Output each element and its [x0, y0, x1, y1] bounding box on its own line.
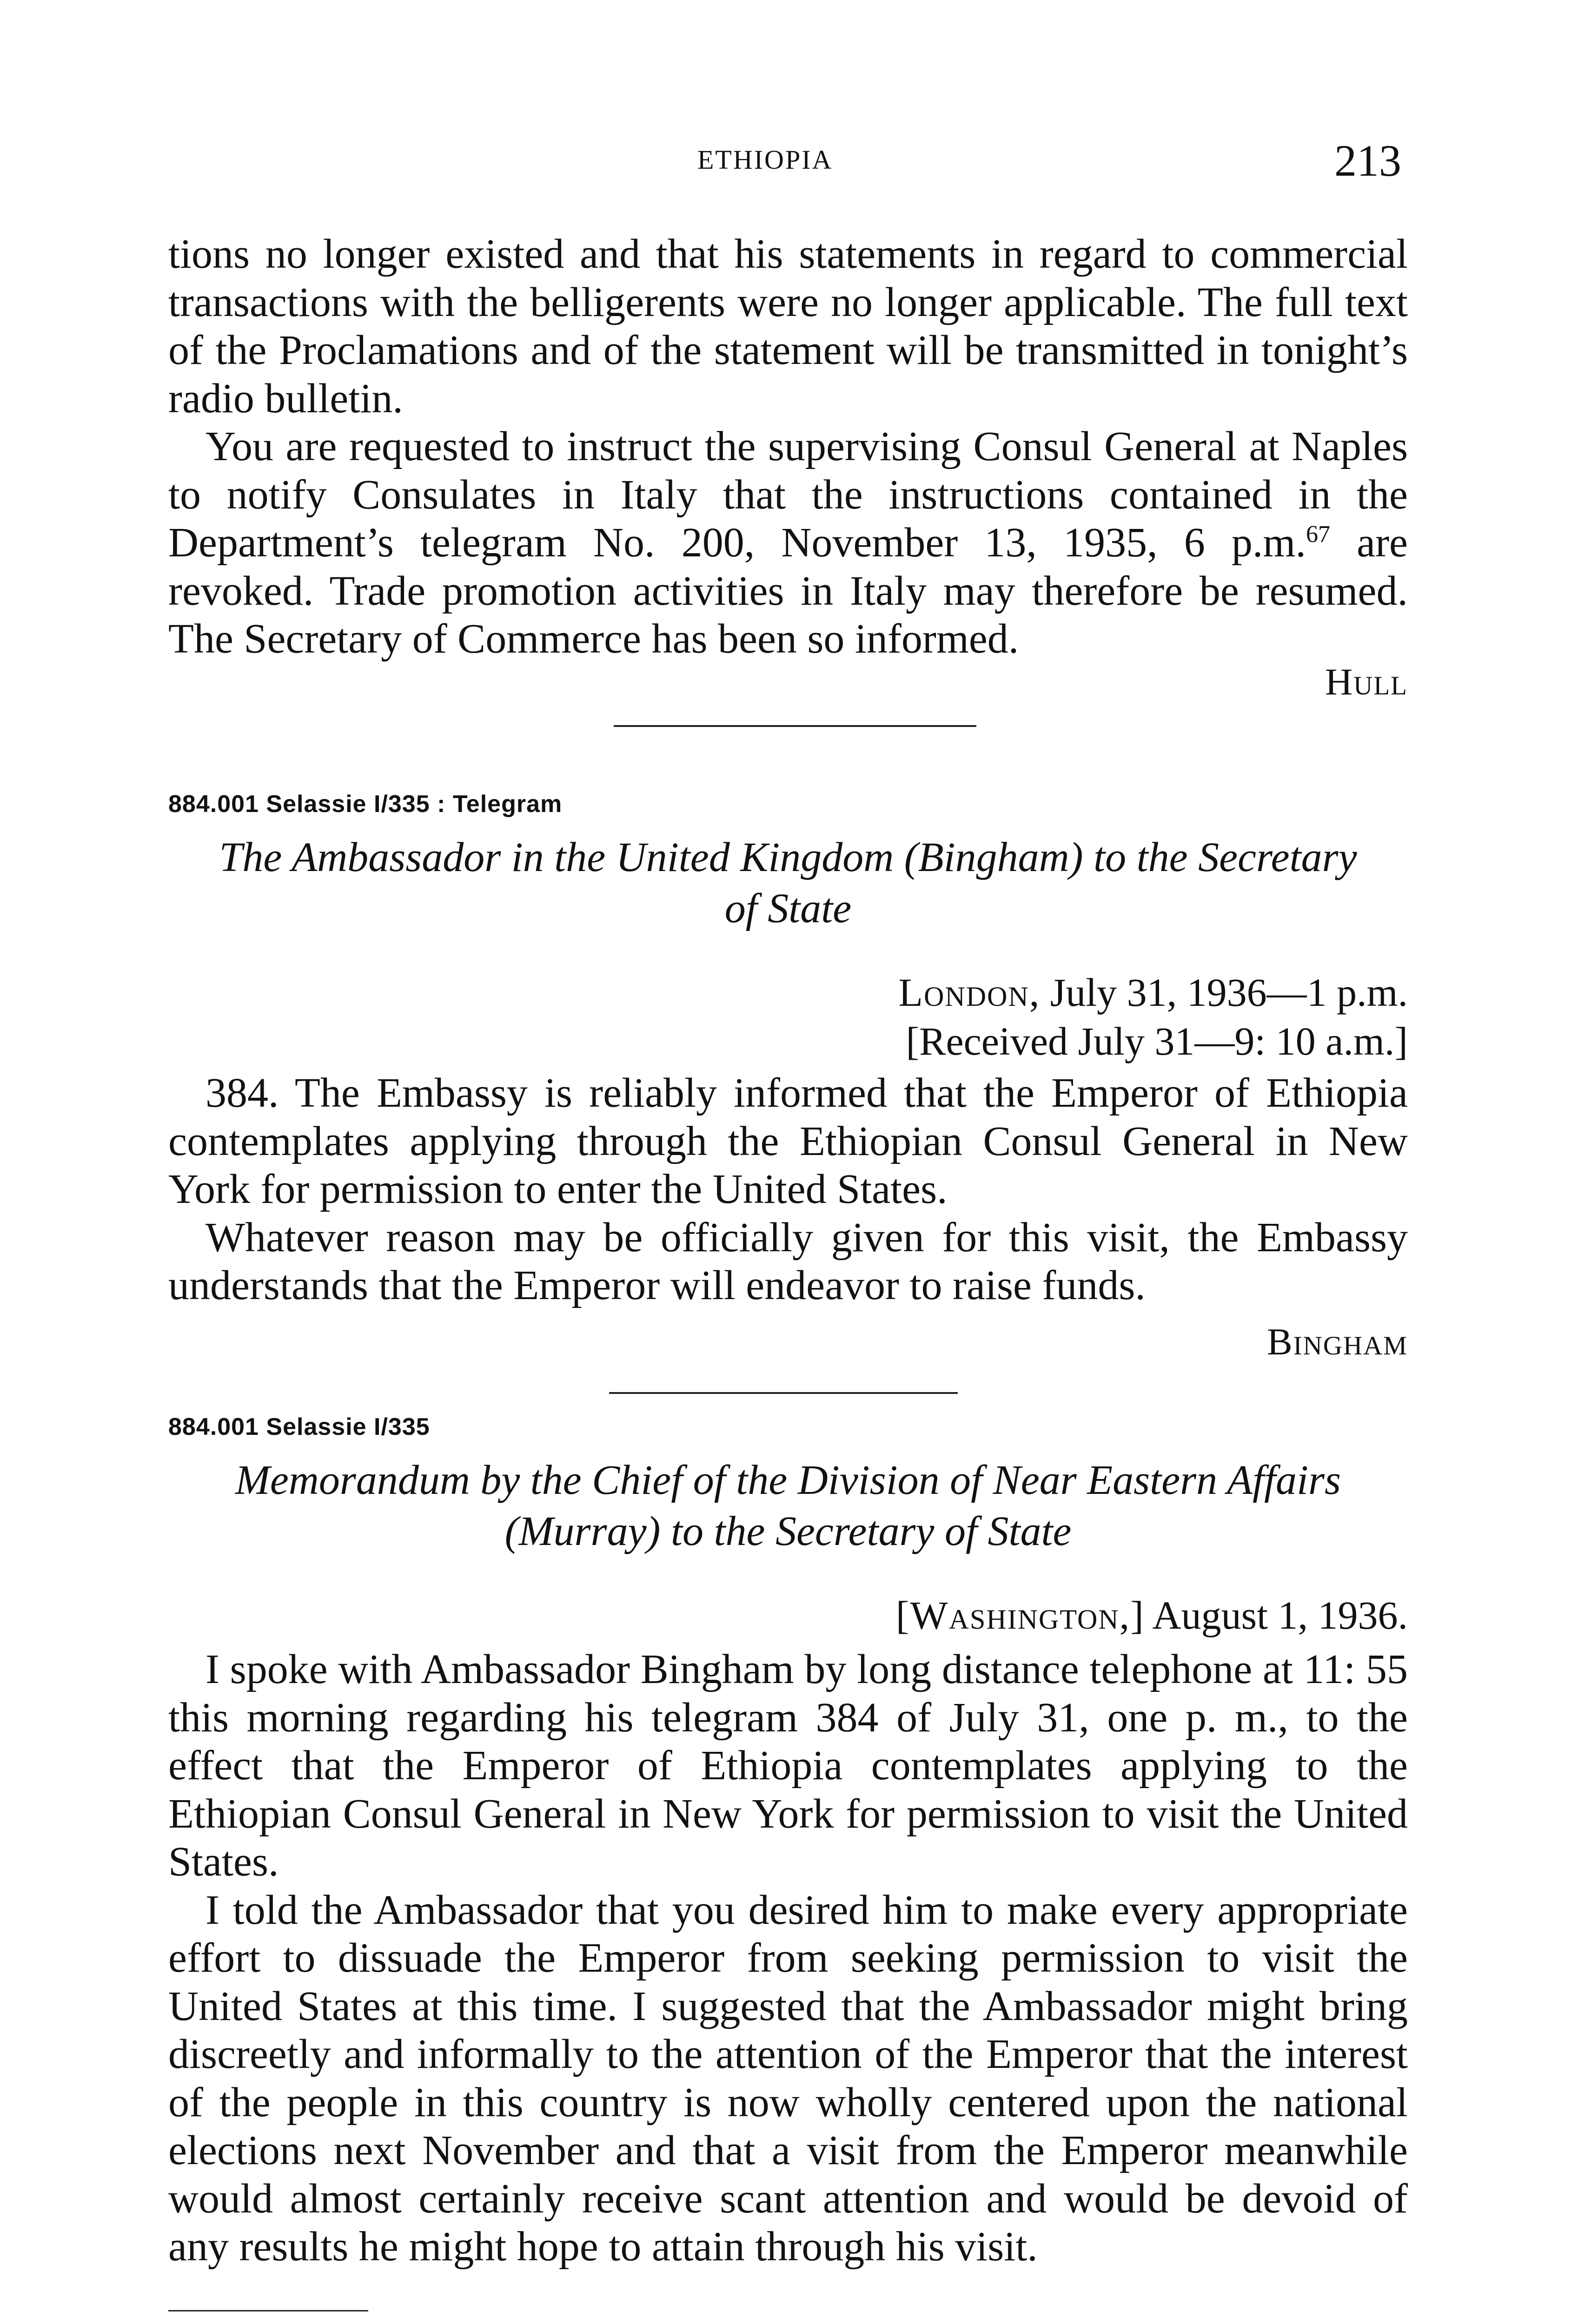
footnote-rule — [168, 2310, 368, 2311]
paragraph: I spoke with Ambassador Bingham by long distance telephone at 11: 55 this morning regarding his telegram 384 of July 31, one p. m., to the effect that the Emperor of Ethiopia contemplates applying to the Ethiopian Consul General in New York for permission to visit the United States. — [168, 1646, 1408, 1885]
divider — [614, 725, 976, 727]
dateline-place: [Washington,] — [895, 1593, 1145, 1637]
paragraph: 384. The Embassy is reliably informed that the Emperor of Ethiopia contemplates applying through the Ethiopian Consul General in New York for permission to enter the United States. — [168, 1070, 1408, 1212]
document-title-line: (Murray) to the Secretary of State — [504, 1508, 1072, 1554]
dateline-date: August 1, 1936. — [1144, 1593, 1408, 1637]
document-title-line: Memorandum by the Chief of the Division of Near Eastern Affairs — [235, 1457, 1341, 1503]
document-title-line: of State — [724, 885, 852, 931]
dateline — [899, 969, 1408, 1016]
telegram-text — [168, 1069, 1408, 1310]
running-header: ETHIOPIA — [697, 145, 833, 175]
paragraph — [168, 423, 1408, 663]
dateline-date: July 31, 1936—1 p.m. — [1040, 970, 1408, 1015]
file-number: 884.001 Selassie I/335 — [168, 1413, 430, 1440]
paragraph: Whatever reason may be officially given for this visit, the Embassy understands that the Emperor will endeavor to raise funds. — [168, 1214, 1408, 1308]
paragraph: tions no longer existed and that his statements in regard to commercial transactions with the belligerents were no longer applicable. The full text of the Proclamations and of the statement will be transmitted in tonight’s radio bulletin. — [168, 231, 1408, 422]
document-title — [168, 832, 1408, 934]
signature-hull: Hull — [1325, 660, 1408, 703]
memorandum-text — [168, 1645, 1408, 2271]
page-number: 213 — [1334, 136, 1401, 185]
signature-bingham: Bingham — [1266, 1320, 1408, 1363]
document-title-line: The Ambassador in the United Kingdom (Bingham) to the Secretary — [219, 834, 1357, 880]
paragraph-text: are revoked. Trade promotion activities in Italy may therefore be resumed. The Secretary of Commerce has been so informed. — [168, 520, 1408, 662]
received-line: [Received July 31—9: 10 a.m.] — [906, 1019, 1408, 1063]
dateline — [896, 1592, 1408, 1638]
document-title — [168, 1455, 1408, 1557]
paragraph-text: You are requested to instruct the supervising Consul General at Naples to notify Consulates in Italy that the instructions contained in the Department’s telegram No. 200, November 13, 1935, 6 p.m. — [168, 423, 1408, 566]
paragraph: I told the Ambassador that you desired him to make every appropriate effort to dissuade the Emperor from seeking permission to visit the United States at this time. I suggested that the Ambassador might bring discreetly and informally to the attention of the Emperor that the interest of the people in this country is now wholly centered upon the national elections next November and that a visit from the Emperor meanwhile would almost certainly receive scant attention and would be devoid of any results he might hope to attain through his visit. — [168, 1887, 1408, 2270]
footnote-reference: 67 — [1306, 521, 1330, 548]
file-number: 884.001 Selassie I/335 : Telegram — [168, 791, 563, 818]
continuation-text — [168, 230, 1408, 663]
divider — [609, 1392, 958, 1394]
dateline-place: London, — [898, 970, 1041, 1015]
